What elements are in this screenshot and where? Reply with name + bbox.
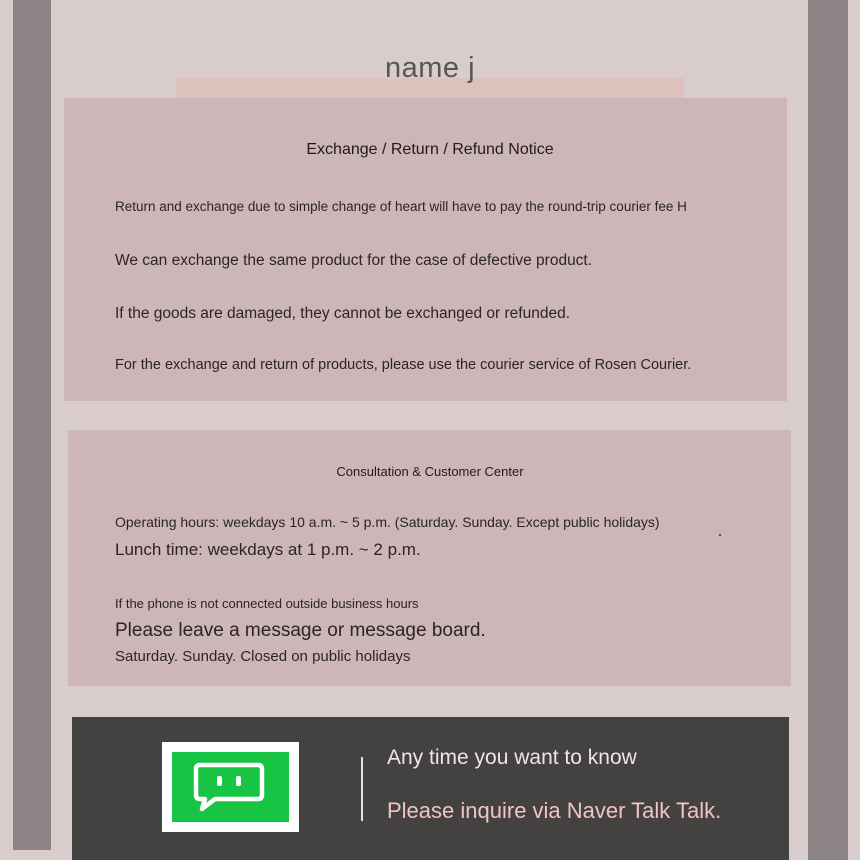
closed-note-text: Saturday. Sunday. Closed on public holidays	[115, 648, 411, 665]
left-side-bar	[13, 0, 51, 850]
exchange-notice-line: If the goods are damaged, they cannot be exchanged or refunded.	[115, 305, 570, 322]
exchange-notice-line: Return and exchange due to simple change of heart will have to pay the round-trip courier fee H	[115, 199, 687, 214]
phone-note-text: If the phone is not connected outside business hours	[115, 596, 419, 611]
exchange-notice-line: We can exchange the same product for the case of defective product.	[115, 252, 593, 269]
lunch-time-text: Lunch time: weekdays at 1 p.m. ~ 2 p.m.	[115, 540, 421, 559]
decorative-dot	[719, 534, 721, 536]
naver-talktalk-icon[interactable]	[172, 752, 289, 822]
consultation-title: Consultation & Customer Center	[336, 464, 524, 479]
page-title: name j	[384, 52, 476, 84]
right-side-bar	[808, 0, 848, 860]
message-note-text: Please leave a message or message board.	[115, 620, 486, 641]
operating-hours-text: Operating hours: weekdays 10 a.m. ~ 5 p.m. (Saturday. Sunday. Except public holidays)	[115, 514, 660, 530]
banner-divider	[361, 757, 363, 821]
exchange-notice-title: Exchange / Return / Refund Notice	[306, 141, 554, 158]
banner-headline: Any time you want to know	[387, 746, 637, 769]
banner-inquire-link[interactable]: Please inquire via Naver Talk Talk.	[387, 798, 722, 823]
exchange-notice-line: For the exchange and return of products, please use the courier service of Rosen Courier.	[115, 357, 692, 373]
